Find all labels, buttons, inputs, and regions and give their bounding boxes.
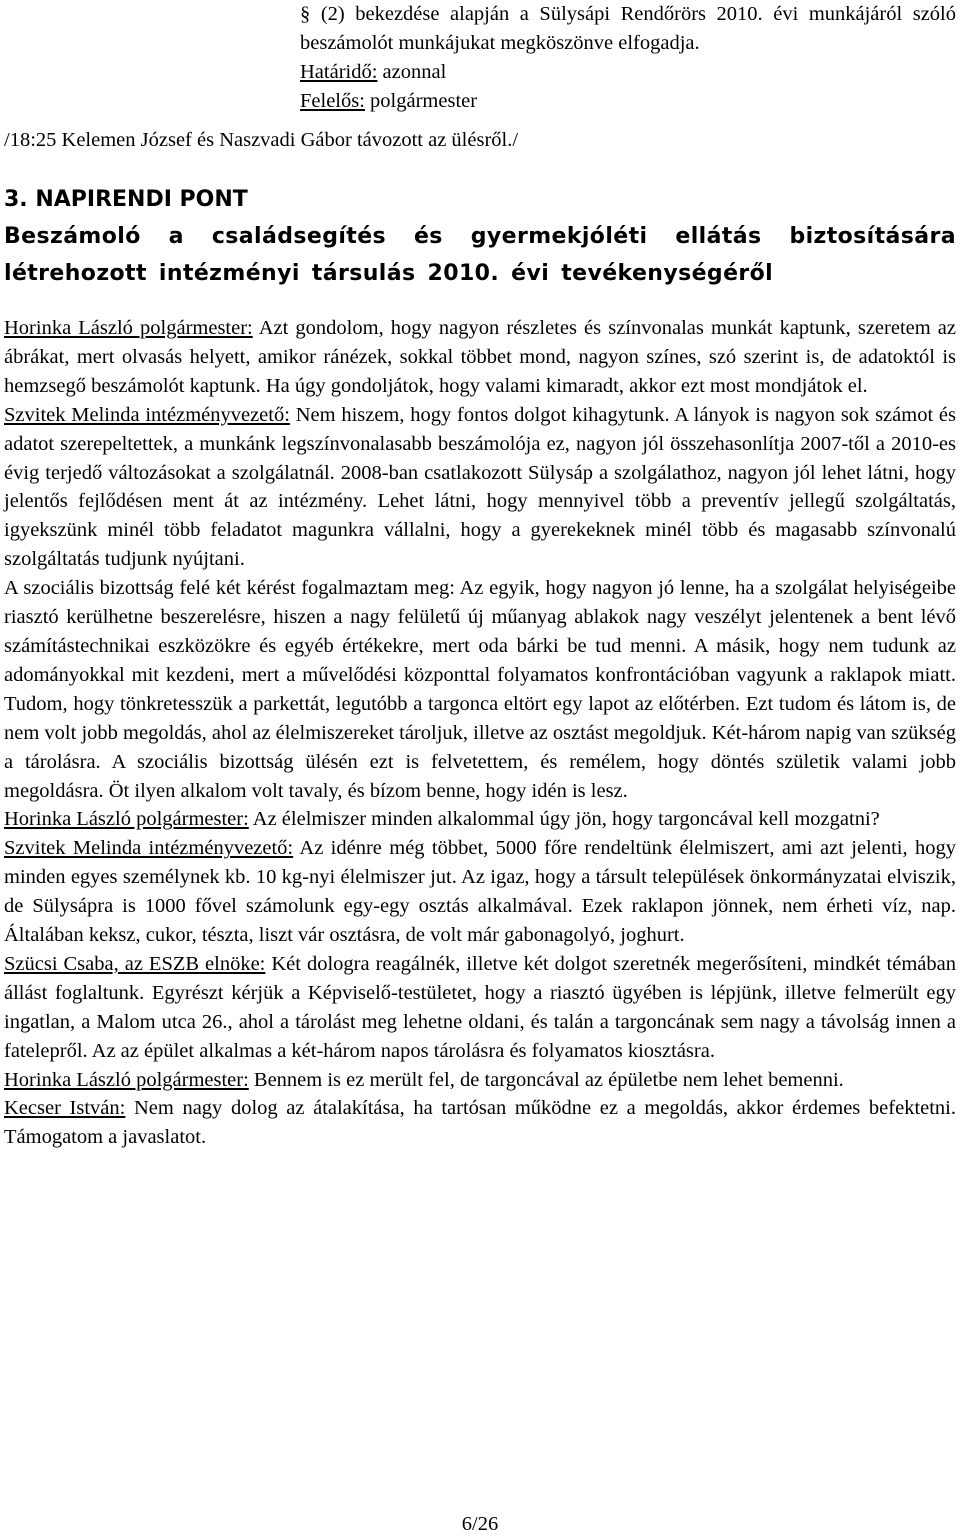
deadline-value: azonnal bbox=[377, 61, 447, 83]
speaker-name: Horinka László polgármester: bbox=[4, 808, 249, 831]
paragraph bbox=[4, 805, 956, 834]
paragraph-text: Nem nagy dolog az átalakítása, ha tartósan működne ez a megoldás, akkor érdemes befektetni. Támogatom a javaslatot. bbox=[4, 1097, 956, 1149]
paragraph bbox=[4, 314, 956, 401]
speaker-name: Szvitek Melinda intézményvezető: bbox=[4, 403, 290, 426]
agenda-number: 3. NAPIRENDI PONT bbox=[4, 187, 248, 212]
paragraph-text: Bennem is ez merült fel, de targoncával az épületbe nem lehet bemenni. bbox=[248, 1068, 844, 1091]
responsible-line bbox=[300, 87, 956, 116]
section-symbol: § bbox=[300, 3, 321, 25]
paragraph bbox=[4, 574, 956, 805]
paragraph-text: Két dologra reagálnék, illetve két dolgot szeretnék megerősíteni, mindkét témában állást foglaltunk. Egyrészt kérjük a Képviselő-testületet, hogy a riasztó ügyében is lépjünk, illetve felmerült egy ingatlan, a Malom utca 26., ahol a tárolást meg lehetne oldani, és talán a targoncának sem nagy a távolság innen a fatelepről. Az az épület alkalmas a két-három napos tárolásra és folyamatos kiosztásra. bbox=[4, 952, 956, 1062]
minutes-body bbox=[4, 314, 956, 1152]
resolution-line: (2) bekezdése alapján a Sülysápi Rendőrörs 2010. évi munkájáról szóló beszámolót munkájukat megköszönve elfogadja. bbox=[300, 3, 956, 54]
speaker-name: Szvitek Melinda intézményvezető: bbox=[4, 837, 294, 860]
paragraph bbox=[4, 1066, 956, 1095]
agenda-title: Beszámoló a családsegítés és gyermekjóléti ellátás biztosítására létrehozott intézményi társulás 2010. évi tevékenységéről bbox=[4, 224, 956, 286]
deadline-label: Határidő: bbox=[300, 61, 378, 83]
session-note: /18:25 Kelemen József és Naszvadi Gábor távozott az ülésről./ bbox=[4, 129, 519, 151]
page-number: 6/26 bbox=[461, 1513, 499, 1535]
paragraph bbox=[4, 950, 956, 1066]
speaker-name: Horinka László polgármester: bbox=[4, 317, 253, 339]
responsible-label: Felelős: bbox=[300, 90, 365, 112]
paragraph-text: Az idénre még többet, 5000 főre rendeltünk élelmiszert, ami azt jelenti, hogy minden egyes személynek kb. 10 kg-nyi élelmiszer jut. Az igaz, hogy a társult települések önkormányzatai elviszik, de Sülysápra is 1000 fővel számolunk egy-egy osztás alkalmával. Ezek raklapon jönnek, nem érheti víz, nap. Általában keksz, cukor, tészta, liszt vár osztásra, de volt már gabonagolyó, joghurt. bbox=[4, 837, 956, 947]
deadline-line bbox=[300, 58, 956, 87]
document-page bbox=[4, 0, 956, 1152]
paragraph-text: Az élelmiszer minden alkalommal úgy jön, hogy targoncával kell mozgatni? bbox=[248, 808, 880, 831]
resolution-text bbox=[300, 0, 956, 58]
agenda-heading bbox=[4, 181, 956, 292]
paragraph bbox=[4, 834, 956, 950]
paragraph bbox=[4, 1094, 956, 1152]
paragraph-text: Nem hiszem, hogy fontos dolgot kihagytunk. A lányok is nagyon sok számot és adatot szerepeltettek, a munkánk legszínvonalasabb beszámolója ez, nagyon jól összehasonlítja 2007-től a 2010-es évig terjedő változásokat a szolgálatnál. 2008-ban csatlakozott Sülysáp a szolgálathoz, nagyon jól lehet látni, hogy jelentős fejlődésen ment át az intézmény. Lehet látni, hogy mennyivel több a preventív jellegű szolgáltatás, igyekszünk minél több feladatot magunkra vállalni, hogy a gyerekeknek minél több és magasabb színvonalú szolgáltatás tudjunk nyújtani. bbox=[4, 403, 956, 571]
paragraph-text: A szociális bizottság felé két kérést fogalmaztam meg: Az egyik, hogy nagyon jó lenne, ha a szolgálat helyiségeibe riasztó kerülhetne beszerelésre, hiszen a nagy felületű új műanyag ablakok nagy veszélyt jelentenek a bent lévő számítástechnikai eszközökre és egyéb értékekre, mert oda bárki be tud menni. A másik, hogy nem tudunk az adományokkal mit kezdeni, mert a művelődési központtal folyamatos konfrontációban vagyunk a raklapok miatt. Tudom, hogy tönkretesszük a parkettát, legutóbb a targonca eltört egy lapot az előtérben. Ezt tudom és látom is, de nem volt jobb megoldás, ahol az élelmiszereket tároljuk, illetve az osztást megoldjuk. Két-három napig van szükség a tárolásra. A szociális bizottság ülésén ezt is felvetettem, és remélem, hogy döntés születik valami jobb megoldásra. Öt ilyen alkalom volt tavaly, és bízom benne, hogy idén is lesz. bbox=[4, 577, 956, 802]
paragraph-text: Azt gondolom, hogy nagyon részletes és színvonalas munkát kaptunk, szeretem az ábrákat, mert olvasás helyett, amikor ránézek, sokkal többet mond, nagyon színes, szó szerint is, de adatoktól is hemzsegő beszámolót kaptunk. Ha úgy gondoljátok, hogy valami kimaradt, akkor ezt most mondjátok el. bbox=[4, 317, 956, 397]
paragraph bbox=[4, 401, 956, 574]
responsible-value: polgármester bbox=[364, 90, 478, 112]
speaker-name: Horinka László polgármester: bbox=[4, 1068, 249, 1091]
speaker-name: Kecser István: bbox=[4, 1097, 126, 1120]
speaker-name: Szücsi Csaba, az ESZB elnöke: bbox=[4, 952, 266, 975]
resolution-block bbox=[300, 0, 956, 116]
